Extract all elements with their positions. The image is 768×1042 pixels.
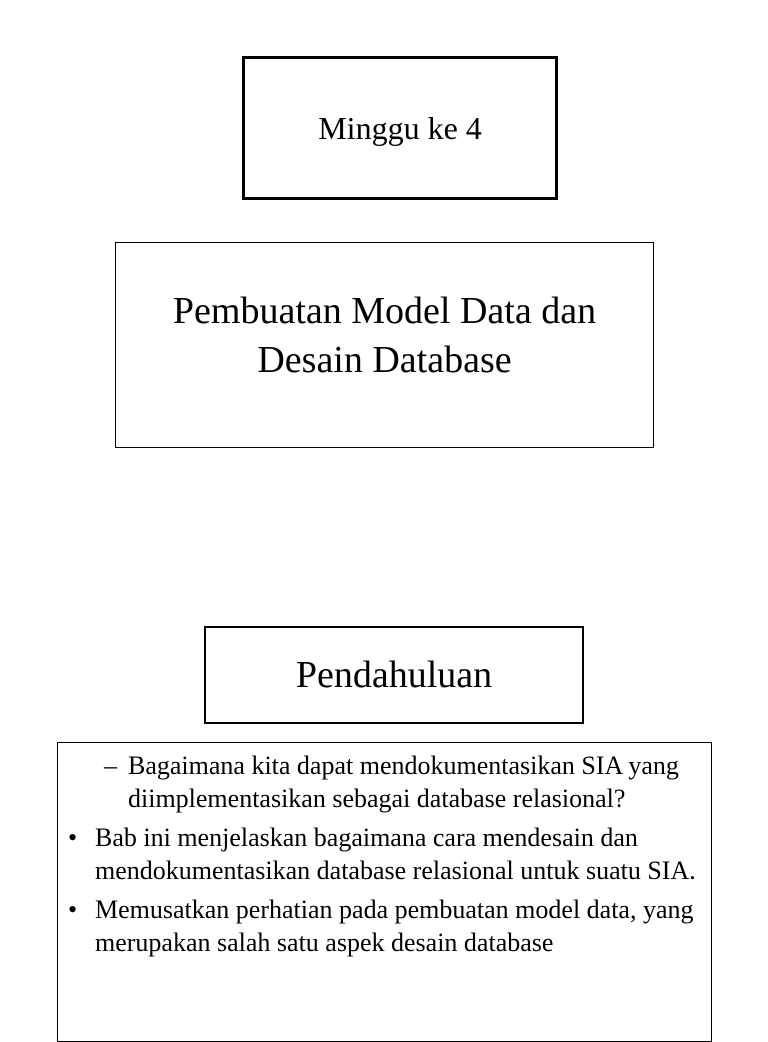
slide-title-box (115, 242, 654, 448)
content-box (57, 742, 712, 1042)
list-item-text: Memusatkan perhatian pada pembuatan model data, yang merupakan salah satu aspek desain database (95, 895, 694, 957)
slide-title-line-2: Desain Database (257, 339, 512, 381)
list-item-text: Bab ini menjelaskan bagaimana cara mendesain dan mendokumentasikan database relasional untuk suatu SIA. (95, 823, 696, 885)
content-list (58, 749, 711, 965)
list-item-bullet (58, 821, 711, 887)
list-item-bullet (58, 893, 711, 959)
list-item-dash (58, 749, 711, 815)
week-label: Minggu ke 4 (318, 110, 482, 146)
section-heading-box (204, 626, 584, 724)
list-item-text: Bagaimana kita dapat mendokumentasikan SIA yang diimplementasikan sebagai database relasional? (128, 751, 679, 813)
bullet-marker: • (68, 823, 78, 852)
section-heading: Pendahuluan (295, 654, 493, 696)
dash-marker: – (104, 751, 117, 780)
bullet-marker: • (68, 895, 78, 924)
slide-title-line-1: Pembuatan Model Data dan (172, 289, 597, 332)
slide-title (173, 287, 596, 386)
week-label-box (242, 56, 558, 200)
